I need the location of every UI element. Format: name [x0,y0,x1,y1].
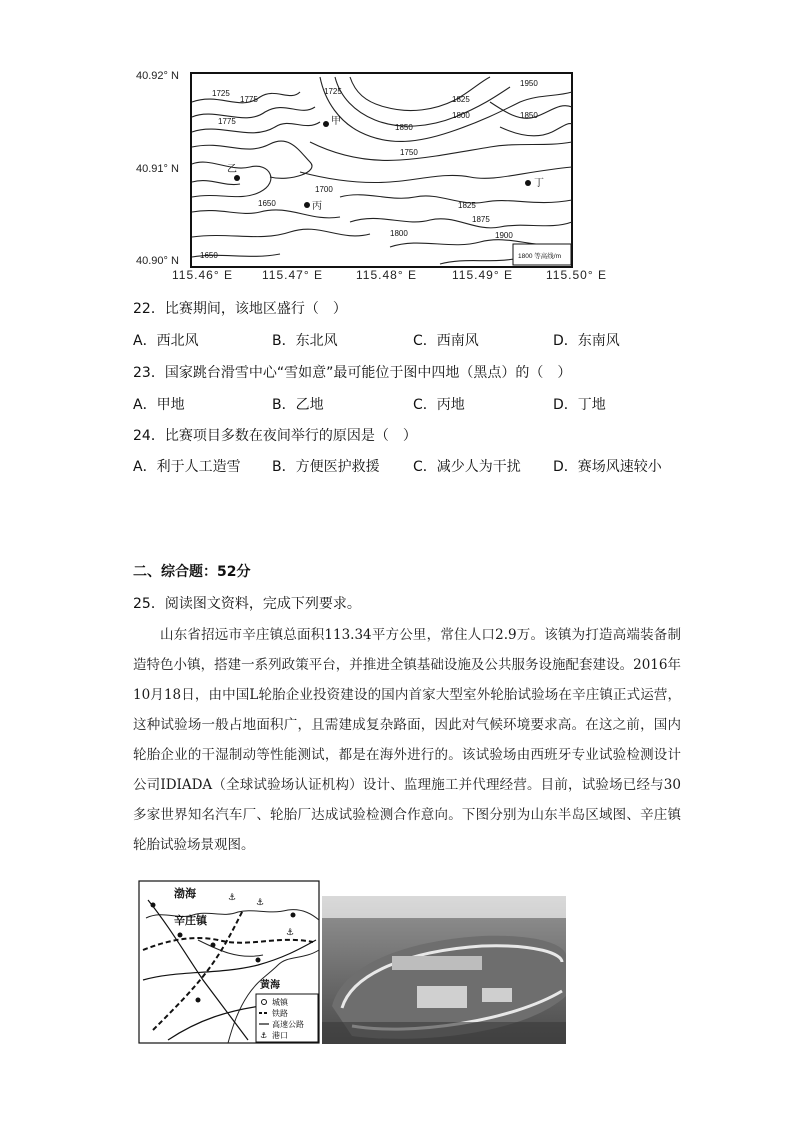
sea-label-huanghai: 黄海 [260,980,280,991]
legend-expressway: 高速公路 [272,1020,304,1029]
region-map-legend [256,994,318,1042]
legend-town: 城镇 [272,998,288,1007]
option-a: A．利于人工造雪 [133,459,241,475]
question-stem: 22．比赛期间，该地区盛行（ ） [133,301,347,317]
anchor-icon: ⚓ [228,893,237,903]
option-a: A．甲地 [133,397,185,413]
legend-port: 港口 [272,1031,288,1040]
option-c: C．西南风 [413,333,479,349]
lat-label: 40.91° N [136,163,179,175]
contour-label: 1825 [452,95,470,104]
reading-passage [133,620,681,860]
section-title: 二、综合题：52分 [133,564,251,580]
question-25-stem: 25．阅读图文资料，完成下列要求。 [133,596,361,612]
contour-label: 1700 [315,185,333,194]
contour-map-figure [190,72,573,268]
point-label: 丁 [534,178,544,189]
contour-label: 1850 [520,111,538,120]
option-a: A．西北风 [133,333,199,349]
contour-label: 1725 [212,89,230,98]
anchor-icon: ⚓ [260,1031,268,1040]
point-label: 丙 [312,201,322,212]
lat-label: 40.92° N [136,70,179,82]
passage-text: 山东省招远市辛庄镇总面积113.34平方公里，常住人口2.9万。该镇为打造高端装备制造特色小镇，搭建一系列政策平台，并推进全镇基础设施及公共服务设施配套建设。2016年10月18日，由中国L轮胎企业投资建设的国内首家大型室外轮胎试验场在辛庄镇正式运营，这种试验场一般占地面积广，且需建成复杂路面，因此对气候环境要求高。在这之前，国内轮胎企业的干湿制动等性能测试，都是在海外进行的。该试验场由西班牙专业试验检测设计公司IDIADA（全球试验场认证机构）设计、监理施工并代理经营。目前，试验场已经与30多家世界知名汽车厂、轮胎厂达成试验检测合作意向。下图分别为山东半岛区域图、辛庄镇轮胎试验场景观图。 [133,627,681,853]
contour-label: 1800 [390,229,408,238]
option-d: D．赛场风速较小 [553,459,662,475]
point-label: 甲 [331,116,341,127]
contour-label: 1775 [218,117,236,126]
legend-railway: 铁路 [272,1009,288,1018]
contour-label: 1725 [324,87,342,96]
contour-label: 1750 [400,148,418,157]
contour-label: 1775 [240,95,258,104]
question-stem: 23．国家跳台滑雪中心“雪如意”最可能位于图中四地（黑点）的（ ） [133,365,572,381]
contour-label: 1950 [520,79,538,88]
contour-label: 1875 [472,215,490,224]
contour-label: 1650 [258,199,276,208]
contour-label: 1650 [200,251,218,260]
lon-label: 115.49° E [452,268,513,282]
option-b: B．东北风 [272,333,338,349]
option-c: C．减少人为干扰 [413,459,521,475]
question-stem: 24．比赛项目多数在夜间举行的原因是（ ） [133,428,417,444]
lat-label: 40.90° N [136,255,179,267]
contour-label: 1900 [495,231,513,240]
option-c: C．丙地 [413,397,465,413]
lon-label: 115.47° E [262,268,323,282]
contour-label: 1850 [395,123,413,132]
point-label: 乙 [227,164,237,175]
option-b: B．乙地 [272,397,324,413]
sea-label-bohai: 渤海 [174,887,196,900]
tire-test-track-photo [322,896,566,1044]
anchor-icon: ⚓ [256,898,265,908]
lon-label: 115.50° E [546,268,607,282]
town-label: 辛庄镇 [174,914,207,927]
option-d: D．东南风 [553,333,620,349]
anchor-icon: ⚓ [286,928,295,938]
lon-label: 115.48° E [356,268,417,282]
map-legend: 1800 等高线/m [518,253,561,260]
contour-label: 1800 [452,111,470,120]
lon-label: 115.46° E [172,268,233,282]
contour-label: 1825 [458,201,476,210]
shandong-peninsula-map [138,880,320,1044]
option-d: D．丁地 [553,397,606,413]
option-b: B．方便医护救援 [272,459,380,475]
